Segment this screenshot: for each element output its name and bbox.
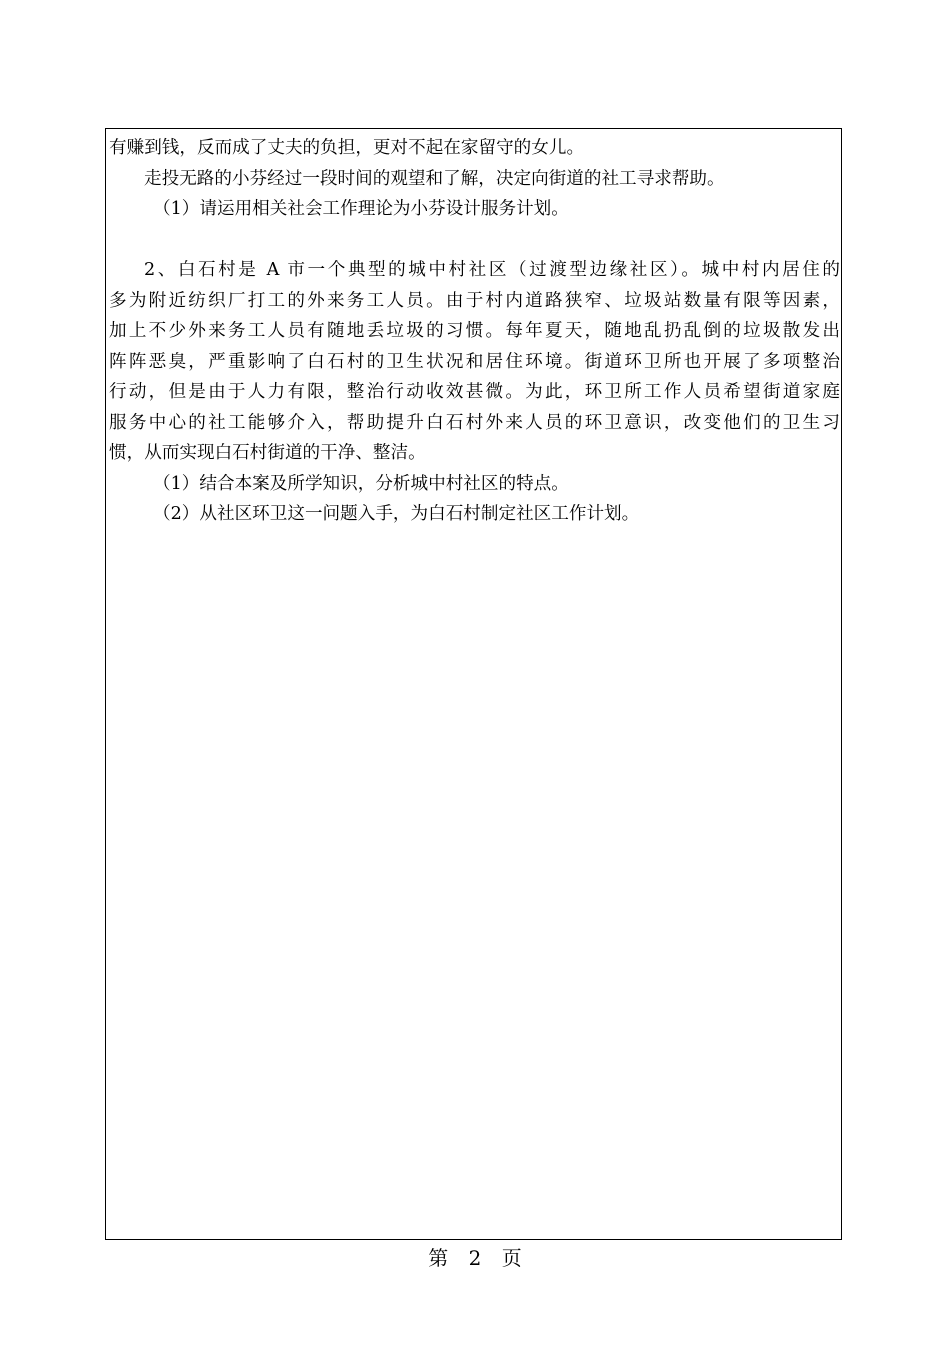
- case-paragraph-line: 惯，从而实现白石村街道的干净、整洁。: [109, 443, 426, 463]
- case-paragraph-line: 多为附近纺织厂打工的外来务工人员。由于村内道路狭窄、垃圾站数量有限等因素，: [109, 290, 840, 311]
- page-number: 第 2 页: [428, 1246, 522, 1270]
- case-paragraph-line: 服务中心的社工能够介入，帮助提升白石村外来人员的环卫意识，改变他们的卫生习: [109, 412, 840, 433]
- case-paragraph-line: 加上不少外来务工人员有随地丢垃圾的习惯。每年夏天，随地乱扔乱倒的垃圾散发出: [109, 321, 840, 341]
- document-body: [109, 133, 840, 530]
- question-item: （1）结合本案及所学知识，分析城中村社区的特点。: [153, 473, 569, 494]
- text-line: 走投无路的小芬经过一段时间的观望和了解，决定向街道的社工寻求帮助。: [144, 168, 725, 189]
- case-paragraph-line: 阵阵恶臭，严重影响了白石村的卫生状况和居住环境。街道环卫所也开展了多项整治: [109, 351, 840, 372]
- question-item: （2）从社区环卫这一问题入手，为白石村制定社区工作计划。: [153, 504, 640, 524]
- case-paragraph-line: 行动，但是由于人力有限，整治行动收效甚微。为此，环卫所工作人员希望街道家庭: [109, 382, 840, 402]
- case-paragraph-line: 2、白石村是 A 市一个典型的城中村社区（过渡型边缘社区）。城中村内居住的: [144, 260, 840, 280]
- question-item: （1）请运用相关社会工作理论为小芬设计服务计划。: [153, 199, 569, 219]
- blank-line: [109, 225, 840, 256]
- text-line: 有赚到钱，反而成了丈夫的负担，更对不起在家留守的女儿。: [109, 138, 585, 158]
